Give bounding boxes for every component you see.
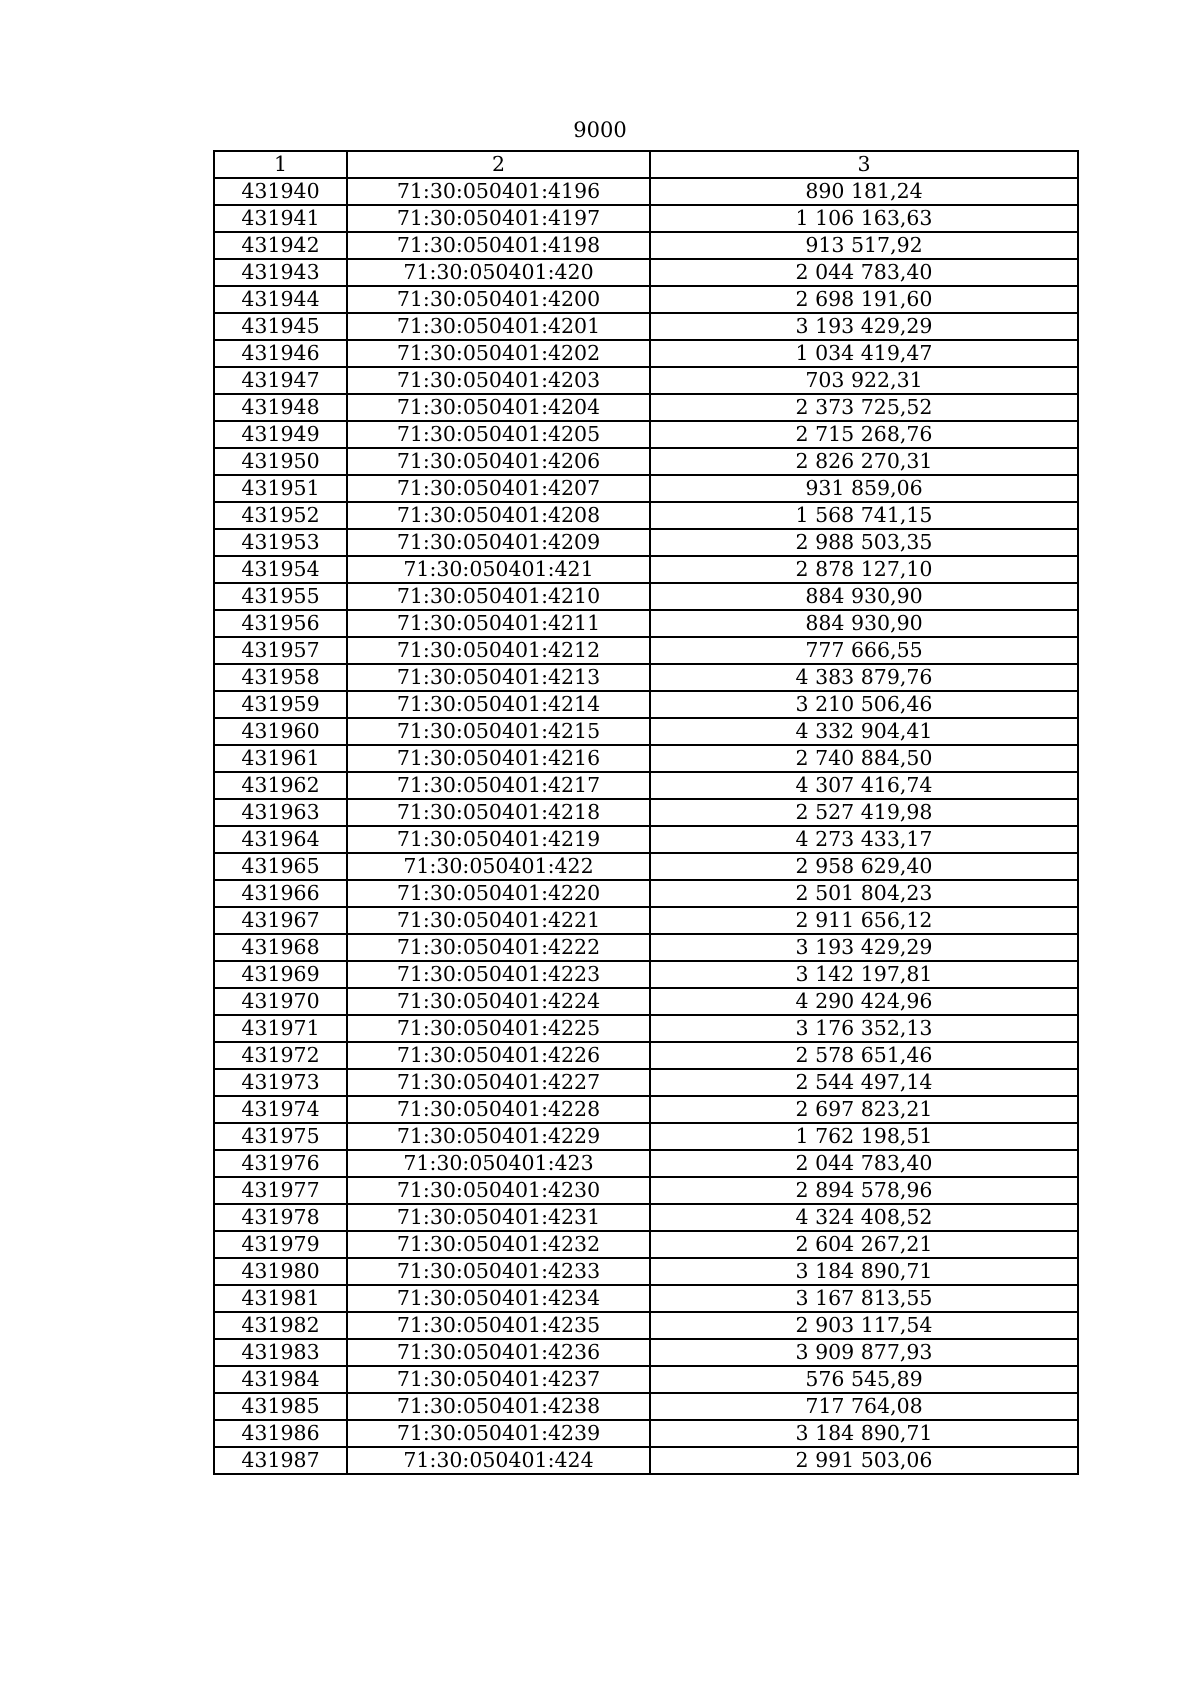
row-number-cell: 431978 bbox=[214, 1204, 347, 1231]
table-row bbox=[214, 988, 1078, 1015]
value-cell: 3 167 813,55 bbox=[650, 1285, 1078, 1312]
table-row bbox=[214, 853, 1078, 880]
table-row bbox=[214, 286, 1078, 313]
cadastral-number-cell: 71:30:050401:4235 bbox=[347, 1312, 650, 1339]
table-row bbox=[214, 907, 1078, 934]
cadastral-number-cell: 71:30:050401:420 bbox=[347, 259, 650, 286]
cadastral-number-cell: 71:30:050401:4228 bbox=[347, 1096, 650, 1123]
value-cell: 1 762 198,51 bbox=[650, 1123, 1078, 1150]
value-cell: 2 698 191,60 bbox=[650, 286, 1078, 313]
table-row bbox=[214, 367, 1078, 394]
value-cell: 3 193 429,29 bbox=[650, 313, 1078, 340]
value-cell: 2 991 503,06 bbox=[650, 1447, 1078, 1474]
row-number-cell: 431947 bbox=[214, 367, 347, 394]
cadastral-number-cell: 71:30:050401:4202 bbox=[347, 340, 650, 367]
cadastral-number-cell: 71:30:050401:4224 bbox=[347, 988, 650, 1015]
table-row bbox=[214, 421, 1078, 448]
row-number-cell: 431961 bbox=[214, 745, 347, 772]
table-row bbox=[214, 799, 1078, 826]
table-row bbox=[214, 1231, 1078, 1258]
value-cell: 4 273 433,17 bbox=[650, 826, 1078, 853]
table-row bbox=[214, 1339, 1078, 1366]
cadastral-number-cell: 71:30:050401:4221 bbox=[347, 907, 650, 934]
table-row bbox=[214, 664, 1078, 691]
cadastral-number-cell: 71:30:050401:4197 bbox=[347, 205, 650, 232]
cadastral-number-cell: 71:30:050401:4234 bbox=[347, 1285, 650, 1312]
row-number-cell: 431963 bbox=[214, 799, 347, 826]
row-number-cell: 431977 bbox=[214, 1177, 347, 1204]
table-row bbox=[214, 934, 1078, 961]
table-row bbox=[214, 1123, 1078, 1150]
table-row bbox=[214, 232, 1078, 259]
page-number: 9000 bbox=[573, 118, 627, 142]
value-cell: 1 106 163,63 bbox=[650, 205, 1078, 232]
table-row bbox=[214, 1366, 1078, 1393]
table-row bbox=[214, 1177, 1078, 1204]
cadastral-number-cell: 71:30:050401:4220 bbox=[347, 880, 650, 907]
cadastral-number-cell: 71:30:050401:4216 bbox=[347, 745, 650, 772]
cadastral-number-cell: 71:30:050401:4206 bbox=[347, 448, 650, 475]
cadastral-number-cell: 71:30:050401:422 bbox=[347, 853, 650, 880]
cadastral-number-cell: 71:30:050401:4205 bbox=[347, 421, 650, 448]
row-number-cell: 431964 bbox=[214, 826, 347, 853]
table-row bbox=[214, 448, 1078, 475]
cadastral-number-cell: 71:30:050401:4215 bbox=[347, 718, 650, 745]
row-number-cell: 431980 bbox=[214, 1258, 347, 1285]
row-number-cell: 431962 bbox=[214, 772, 347, 799]
cadastral-number-cell: 71:30:050401:4203 bbox=[347, 367, 650, 394]
cadastral-number-cell: 71:30:050401:4219 bbox=[347, 826, 650, 853]
table-row bbox=[214, 1393, 1078, 1420]
value-cell: 3 142 197,81 bbox=[650, 961, 1078, 988]
table-row bbox=[214, 1420, 1078, 1447]
row-number-cell: 431987 bbox=[214, 1447, 347, 1474]
row-number-cell: 431949 bbox=[214, 421, 347, 448]
cadastral-number-cell: 71:30:050401:423 bbox=[347, 1150, 650, 1177]
row-number-cell: 431943 bbox=[214, 259, 347, 286]
cadastral-number-cell: 71:30:050401:4213 bbox=[347, 664, 650, 691]
column-header-1: 1 bbox=[214, 151, 347, 178]
cadastral-number-cell: 71:30:050401:4212 bbox=[347, 637, 650, 664]
value-cell: 2 501 804,23 bbox=[650, 880, 1078, 907]
row-number-cell: 431983 bbox=[214, 1339, 347, 1366]
value-cell: 4 290 424,96 bbox=[650, 988, 1078, 1015]
value-cell: 2 740 884,50 bbox=[650, 745, 1078, 772]
cadastral-number-cell: 71:30:050401:4227 bbox=[347, 1069, 650, 1096]
cadastral-number-cell: 71:30:050401:4229 bbox=[347, 1123, 650, 1150]
cadastral-number-cell: 71:30:050401:4233 bbox=[347, 1258, 650, 1285]
value-cell: 1 034 419,47 bbox=[650, 340, 1078, 367]
cadastral-number-cell: 71:30:050401:4223 bbox=[347, 961, 650, 988]
table-row bbox=[214, 1042, 1078, 1069]
row-number-cell: 431940 bbox=[214, 178, 347, 205]
cadastral-number-cell: 71:30:050401:4225 bbox=[347, 1015, 650, 1042]
row-number-cell: 431956 bbox=[214, 610, 347, 637]
row-number-cell: 431973 bbox=[214, 1069, 347, 1096]
row-number-cell: 431954 bbox=[214, 556, 347, 583]
row-number-cell: 431953 bbox=[214, 529, 347, 556]
value-cell: 913 517,92 bbox=[650, 232, 1078, 259]
table-row bbox=[214, 1447, 1078, 1474]
cadastral-number-cell: 71:30:050401:4196 bbox=[347, 178, 650, 205]
table-row bbox=[214, 961, 1078, 988]
cadastral-number-cell: 71:30:050401:4208 bbox=[347, 502, 650, 529]
header-row bbox=[214, 151, 1078, 178]
cadastral-number-cell: 71:30:050401:4207 bbox=[347, 475, 650, 502]
row-number-cell: 431984 bbox=[214, 1366, 347, 1393]
cadastral-number-cell: 71:30:050401:4222 bbox=[347, 934, 650, 961]
row-number-cell: 431942 bbox=[214, 232, 347, 259]
row-number-cell: 431970 bbox=[214, 988, 347, 1015]
row-number-cell: 431975 bbox=[214, 1123, 347, 1150]
value-cell: 2 826 270,31 bbox=[650, 448, 1078, 475]
value-cell: 3 210 506,46 bbox=[650, 691, 1078, 718]
row-number-cell: 431941 bbox=[214, 205, 347, 232]
table-row bbox=[214, 1312, 1078, 1339]
row-number-cell: 431946 bbox=[214, 340, 347, 367]
cadastral-number-cell: 71:30:050401:421 bbox=[347, 556, 650, 583]
cadastral-number-cell: 71:30:050401:4204 bbox=[347, 394, 650, 421]
table-row bbox=[214, 610, 1078, 637]
cadastral-number-cell: 71:30:050401:4210 bbox=[347, 583, 650, 610]
row-number-cell: 431971 bbox=[214, 1015, 347, 1042]
row-number-cell: 431957 bbox=[214, 637, 347, 664]
table-row bbox=[214, 556, 1078, 583]
row-number-cell: 431959 bbox=[214, 691, 347, 718]
table-row bbox=[214, 313, 1078, 340]
row-number-cell: 431976 bbox=[214, 1150, 347, 1177]
value-cell: 3 184 890,71 bbox=[650, 1258, 1078, 1285]
table-body bbox=[214, 178, 1078, 1474]
table-row bbox=[214, 772, 1078, 799]
table-row bbox=[214, 1258, 1078, 1285]
table-row bbox=[214, 205, 1078, 232]
row-number-cell: 431985 bbox=[214, 1393, 347, 1420]
cadastral-number-cell: 71:30:050401:4237 bbox=[347, 1366, 650, 1393]
value-cell: 2 715 268,76 bbox=[650, 421, 1078, 448]
table-row bbox=[214, 475, 1078, 502]
table-row bbox=[214, 502, 1078, 529]
value-cell: 4 383 879,76 bbox=[650, 664, 1078, 691]
cadastral-number-cell: 71:30:050401:4226 bbox=[347, 1042, 650, 1069]
table-row bbox=[214, 691, 1078, 718]
cadastral-number-cell: 71:30:050401:4201 bbox=[347, 313, 650, 340]
table-row bbox=[214, 1096, 1078, 1123]
value-cell: 2 578 651,46 bbox=[650, 1042, 1078, 1069]
row-number-cell: 431948 bbox=[214, 394, 347, 421]
value-cell: 3 184 890,71 bbox=[650, 1420, 1078, 1447]
table-row bbox=[214, 583, 1078, 610]
table-row bbox=[214, 259, 1078, 286]
row-number-cell: 431945 bbox=[214, 313, 347, 340]
value-cell: 703 922,31 bbox=[650, 367, 1078, 394]
table-row bbox=[214, 340, 1078, 367]
row-number-cell: 431965 bbox=[214, 853, 347, 880]
value-cell: 2 604 267,21 bbox=[650, 1231, 1078, 1258]
value-cell: 2 988 503,35 bbox=[650, 529, 1078, 556]
value-cell: 2 044 783,40 bbox=[650, 259, 1078, 286]
value-cell: 884 930,90 bbox=[650, 583, 1078, 610]
cadastral-number-cell: 71:30:050401:4211 bbox=[347, 610, 650, 637]
cadastral-number-cell: 71:30:050401:4218 bbox=[347, 799, 650, 826]
value-cell: 2 958 629,40 bbox=[650, 853, 1078, 880]
table-row bbox=[214, 1204, 1078, 1231]
table-row bbox=[214, 1285, 1078, 1312]
cadastral-number-cell: 71:30:050401:4198 bbox=[347, 232, 650, 259]
cadastral-number-cell: 71:30:050401:4230 bbox=[347, 1177, 650, 1204]
value-cell: 2 527 419,98 bbox=[650, 799, 1078, 826]
table-row bbox=[214, 880, 1078, 907]
column-header-3: 3 bbox=[650, 151, 1078, 178]
value-cell: 2 894 578,96 bbox=[650, 1177, 1078, 1204]
row-number-cell: 431968 bbox=[214, 934, 347, 961]
value-cell: 931 859,06 bbox=[650, 475, 1078, 502]
column-header-2: 2 bbox=[347, 151, 650, 178]
row-number-cell: 431986 bbox=[214, 1420, 347, 1447]
value-cell: 2 878 127,10 bbox=[650, 556, 1078, 583]
cadastral-number-cell: 71:30:050401:4200 bbox=[347, 286, 650, 313]
value-cell: 3 193 429,29 bbox=[650, 934, 1078, 961]
cadastral-number-cell: 71:30:050401:4238 bbox=[347, 1393, 650, 1420]
row-number-cell: 431969 bbox=[214, 961, 347, 988]
value-cell: 2 544 497,14 bbox=[650, 1069, 1078, 1096]
table-row bbox=[214, 718, 1078, 745]
cadastral-number-cell: 71:30:050401:4232 bbox=[347, 1231, 650, 1258]
table-row bbox=[214, 745, 1078, 772]
table-row bbox=[214, 394, 1078, 421]
value-cell: 890 181,24 bbox=[650, 178, 1078, 205]
cadastral-number-cell: 71:30:050401:4217 bbox=[347, 772, 650, 799]
cadastral-number-cell: 71:30:050401:4214 bbox=[347, 691, 650, 718]
value-cell: 2 903 117,54 bbox=[650, 1312, 1078, 1339]
cadastral-number-cell: 71:30:050401:4231 bbox=[347, 1204, 650, 1231]
row-number-cell: 431951 bbox=[214, 475, 347, 502]
row-number-cell: 431974 bbox=[214, 1096, 347, 1123]
value-cell: 777 666,55 bbox=[650, 637, 1078, 664]
row-number-cell: 431967 bbox=[214, 907, 347, 934]
value-cell: 2 911 656,12 bbox=[650, 907, 1078, 934]
row-number-cell: 431982 bbox=[214, 1312, 347, 1339]
row-number-cell: 431955 bbox=[214, 583, 347, 610]
value-cell: 2 044 783,40 bbox=[650, 1150, 1078, 1177]
value-cell: 2 697 823,21 bbox=[650, 1096, 1078, 1123]
row-number-cell: 431966 bbox=[214, 880, 347, 907]
value-cell: 2 373 725,52 bbox=[650, 394, 1078, 421]
table-row bbox=[214, 529, 1078, 556]
cadastral-number-cell: 71:30:050401:4236 bbox=[347, 1339, 650, 1366]
table-row bbox=[214, 826, 1078, 853]
value-cell: 4 332 904,41 bbox=[650, 718, 1078, 745]
row-number-cell: 431960 bbox=[214, 718, 347, 745]
row-number-cell: 431981 bbox=[214, 1285, 347, 1312]
registry-table bbox=[213, 150, 1079, 1475]
row-number-cell: 431979 bbox=[214, 1231, 347, 1258]
value-cell: 576 545,89 bbox=[650, 1366, 1078, 1393]
table-row bbox=[214, 1015, 1078, 1042]
value-cell: 1 568 741,15 bbox=[650, 502, 1078, 529]
row-number-cell: 431952 bbox=[214, 502, 347, 529]
row-number-cell: 431972 bbox=[214, 1042, 347, 1069]
value-cell: 717 764,08 bbox=[650, 1393, 1078, 1420]
table-row bbox=[214, 178, 1078, 205]
table-row bbox=[214, 1069, 1078, 1096]
value-cell: 3 909 877,93 bbox=[650, 1339, 1078, 1366]
value-cell: 4 324 408,52 bbox=[650, 1204, 1078, 1231]
row-number-cell: 431958 bbox=[214, 664, 347, 691]
value-cell: 884 930,90 bbox=[650, 610, 1078, 637]
cadastral-number-cell: 71:30:050401:4239 bbox=[347, 1420, 650, 1447]
row-number-cell: 431950 bbox=[214, 448, 347, 475]
row-number-cell: 431944 bbox=[214, 286, 347, 313]
cadastral-number-cell: 71:30:050401:4209 bbox=[347, 529, 650, 556]
cadastral-number-cell: 71:30:050401:424 bbox=[347, 1447, 650, 1474]
table-row bbox=[214, 1150, 1078, 1177]
table-row bbox=[214, 637, 1078, 664]
value-cell: 4 307 416,74 bbox=[650, 772, 1078, 799]
value-cell: 3 176 352,13 bbox=[650, 1015, 1078, 1042]
